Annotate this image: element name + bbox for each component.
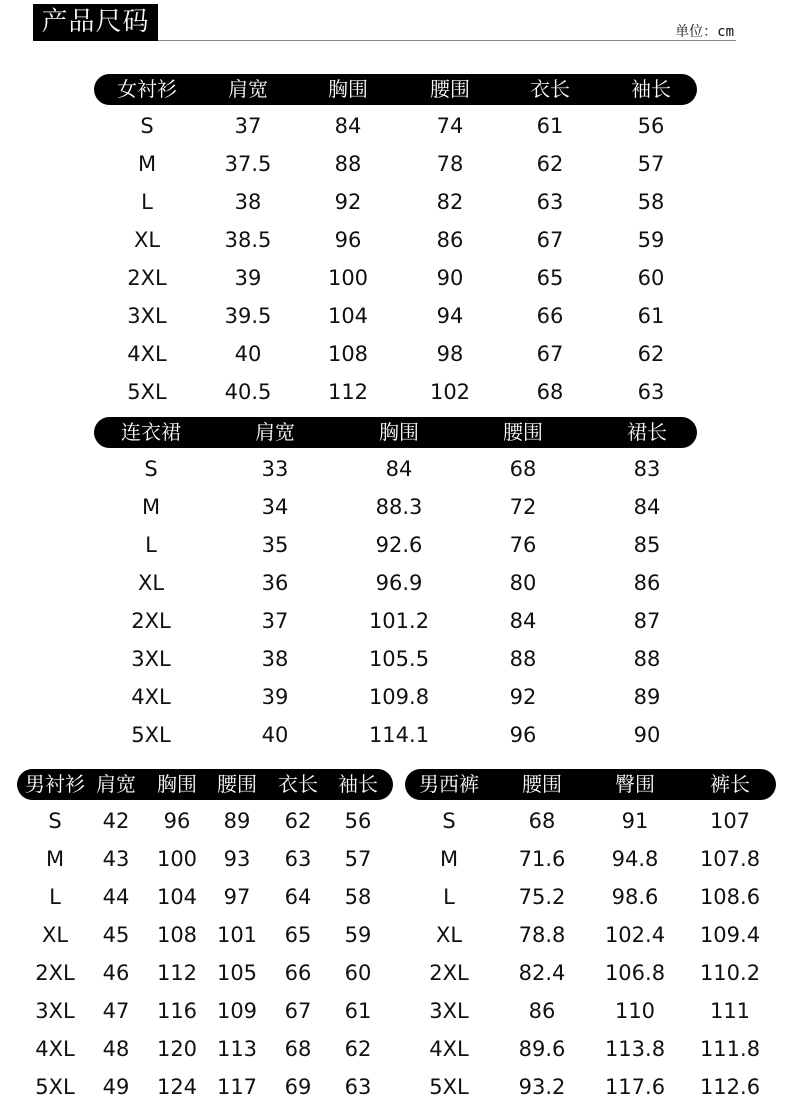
table-cell: 109.8: [368, 685, 430, 709]
table-cell: 124: [156, 1075, 198, 1099]
table-cell: 66: [536, 304, 564, 328]
table-cell: 84: [509, 609, 537, 633]
table-cell: 89: [223, 809, 251, 833]
page-title: 产品尺码: [33, 4, 158, 41]
table-cell: 36: [261, 571, 289, 595]
table-cell: 59: [344, 923, 372, 947]
size-label: S: [144, 457, 158, 481]
column-header: 臀围: [615, 772, 655, 796]
table-cell: 108: [156, 923, 198, 947]
size-label: 3XL: [429, 999, 469, 1023]
table-cell: 60: [344, 961, 372, 985]
column-header: 腰围: [430, 77, 470, 101]
size-label: L: [49, 885, 61, 909]
table-cell: 63: [536, 190, 564, 214]
table-cell: 78: [436, 152, 464, 176]
table-cell: 57: [637, 152, 665, 176]
table-cell: 88: [334, 152, 362, 176]
size-label: 2XL: [127, 266, 167, 290]
size-label: 2XL: [131, 609, 171, 633]
size-label: M: [45, 847, 65, 871]
table-cell: 68: [536, 380, 564, 404]
table-cell: 112.6: [699, 1075, 761, 1099]
table-cell: 57: [344, 847, 372, 871]
table-cell: 88: [509, 647, 537, 671]
table-cell: 74: [436, 114, 464, 138]
table-cell: 88: [633, 647, 661, 671]
table-cell: 63: [637, 380, 665, 404]
table-cell: 100: [327, 266, 369, 290]
column-header: 男衬衫: [25, 772, 85, 796]
column-header: 裤长: [710, 772, 750, 796]
column-header: 腰围: [503, 420, 543, 444]
size-label: 5XL: [35, 1075, 75, 1099]
table-cell: 39.5: [224, 304, 272, 328]
table-cell: 63: [344, 1075, 372, 1099]
table-cell: 111: [709, 999, 751, 1023]
table-cell: 59: [637, 228, 665, 252]
table-cell: 98: [436, 342, 464, 366]
column-header: 衣长: [278, 772, 318, 796]
column-header: 肩宽: [96, 772, 136, 796]
size-label: S: [442, 809, 456, 833]
unit-label: 单位：cm: [675, 24, 734, 40]
table-cell: 86: [528, 999, 556, 1023]
table-cell: 108.6: [699, 885, 761, 909]
size-label: L: [141, 190, 153, 214]
table-cell: 106.8: [604, 961, 666, 985]
table-cell: 89.6: [518, 1037, 566, 1061]
table-cell: 37.5: [224, 152, 272, 176]
table-cell: 38: [234, 190, 262, 214]
table-cell: 88.3: [375, 495, 423, 519]
table-header-bar: [17, 769, 393, 800]
size-label: 5XL: [131, 723, 171, 747]
table-cell: 44: [102, 885, 130, 909]
table-cell: 102: [429, 380, 471, 404]
size-label: XL: [133, 228, 161, 252]
table-cell: 101.2: [368, 609, 430, 633]
table-cell: 34: [261, 495, 289, 519]
table-cell: 40: [261, 723, 289, 747]
table-cell: 37: [234, 114, 262, 138]
table-header-bar: [94, 417, 697, 448]
table-cell: 45: [102, 923, 130, 947]
table-cell: 94.8: [611, 847, 659, 871]
table-cell: 92.6: [375, 533, 423, 557]
column-header: 裙长: [627, 420, 667, 444]
column-header: 男西裤: [419, 772, 479, 796]
table-cell: 117: [216, 1075, 258, 1099]
table-cell: 78.8: [518, 923, 566, 947]
table-cell: 93.2: [518, 1075, 566, 1099]
table-cell: 92: [334, 190, 362, 214]
size-label: L: [145, 533, 157, 557]
column-header: 衣长: [530, 77, 570, 101]
size-label: M: [439, 847, 459, 871]
table-cell: 63: [284, 847, 312, 871]
table-cell: 76: [509, 533, 537, 557]
table-cell: 104: [156, 885, 198, 909]
column-header: 女衬衫: [117, 77, 177, 101]
column-header: 胸围: [328, 77, 368, 101]
table-cell: 101: [216, 923, 258, 947]
table-cell: 82.4: [518, 961, 566, 985]
table-cell: 96: [163, 809, 191, 833]
column-header: 腰围: [522, 772, 562, 796]
table-cell: 86: [633, 571, 661, 595]
table-cell: 114.1: [368, 723, 430, 747]
table-cell: 116: [156, 999, 198, 1023]
table-cell: 107: [709, 809, 751, 833]
table-cell: 112: [327, 380, 369, 404]
table-cell: 67: [284, 999, 312, 1023]
table-cell: 94: [436, 304, 464, 328]
column-header: 腰围: [217, 772, 257, 796]
table-cell: 82: [436, 190, 464, 214]
title-underline: [158, 40, 736, 41]
column-header: 连衣裙: [121, 420, 181, 444]
table-cell: 113: [216, 1037, 258, 1061]
table-cell: 83: [633, 457, 661, 481]
size-label: 5XL: [127, 380, 167, 404]
table-cell: 60: [637, 266, 665, 290]
table-cell: 96.9: [375, 571, 423, 595]
table-cell: 61: [344, 999, 372, 1023]
table-cell: 109.4: [699, 923, 761, 947]
table-cell: 104: [327, 304, 369, 328]
size-label: 4XL: [429, 1037, 469, 1061]
size-label: 4XL: [127, 342, 167, 366]
table-cell: 71.6: [518, 847, 566, 871]
size-label: 2XL: [35, 961, 75, 985]
table-cell: 67: [536, 342, 564, 366]
table-cell: 39: [261, 685, 289, 709]
table-cell: 48: [102, 1037, 130, 1061]
table-cell: 92: [509, 685, 537, 709]
size-label: 3XL: [131, 647, 171, 671]
table-cell: 75.2: [518, 885, 566, 909]
table-cell: 98.6: [611, 885, 659, 909]
table-cell: 86: [436, 228, 464, 252]
table-cell: 84: [385, 457, 413, 481]
table-cell: 35: [261, 533, 289, 557]
table-cell: 112: [156, 961, 198, 985]
table-cell: 40.5: [224, 380, 272, 404]
table-cell: 67: [536, 228, 564, 252]
table-cell: 46: [102, 961, 130, 985]
column-header: 胸围: [379, 420, 419, 444]
size-label: 3XL: [127, 304, 167, 328]
table-cell: 91: [621, 809, 649, 833]
size-label: 4XL: [35, 1037, 75, 1061]
table-cell: 85: [633, 533, 661, 557]
size-label: 3XL: [35, 999, 75, 1023]
table-cell: 38.5: [224, 228, 272, 252]
table-cell: 39: [234, 266, 262, 290]
table-cell: 80: [509, 571, 537, 595]
size-label: S: [140, 114, 154, 138]
table-cell: 42: [102, 809, 130, 833]
table-cell: 84: [633, 495, 661, 519]
column-header: 袖长: [338, 772, 378, 796]
table-cell: 43: [102, 847, 130, 871]
table-cell: 100: [156, 847, 198, 871]
column-header: 胸围: [157, 772, 197, 796]
table-cell: 72: [509, 495, 537, 519]
table-cell: 65: [536, 266, 564, 290]
table-cell: 64: [284, 885, 312, 909]
size-label: M: [137, 152, 157, 176]
table-cell: 56: [344, 809, 372, 833]
table-cell: 56: [637, 114, 665, 138]
table-cell: 68: [528, 809, 556, 833]
table-cell: 90: [436, 266, 464, 290]
table-cell: 69: [284, 1075, 312, 1099]
table-cell: 68: [284, 1037, 312, 1061]
table-cell: 102.4: [604, 923, 666, 947]
table-cell: 93: [223, 847, 251, 871]
table-cell: 62: [536, 152, 564, 176]
table-cell: 109: [216, 999, 258, 1023]
table-cell: 62: [637, 342, 665, 366]
size-label: M: [141, 495, 161, 519]
table-cell: 110: [614, 999, 656, 1023]
table-cell: 65: [284, 923, 312, 947]
table-cell: 97: [223, 885, 251, 909]
table-cell: 33: [261, 457, 289, 481]
size-label: XL: [41, 923, 69, 947]
table-cell: 68: [509, 457, 537, 481]
table-cell: 105: [216, 961, 258, 985]
table-header-bar: [94, 74, 697, 105]
size-label: 2XL: [429, 961, 469, 985]
table-cell: 37: [261, 609, 289, 633]
size-label: 5XL: [429, 1075, 469, 1099]
table-cell: 58: [344, 885, 372, 909]
table-cell: 40: [234, 342, 262, 366]
table-cell: 96: [334, 228, 362, 252]
table-cell: 62: [344, 1037, 372, 1061]
size-label: 4XL: [131, 685, 171, 709]
table-header-bar: [405, 769, 776, 800]
table-cell: 38: [261, 647, 289, 671]
table-cell: 84: [334, 114, 362, 138]
column-header: 袖长: [631, 77, 671, 101]
size-label: L: [443, 885, 455, 909]
table-cell: 87: [633, 609, 661, 633]
table-cell: 111.8: [699, 1037, 761, 1061]
table-cell: 108: [327, 342, 369, 366]
table-cell: 113.8: [604, 1037, 666, 1061]
table-cell: 90: [633, 723, 661, 747]
column-header: 肩宽: [255, 420, 295, 444]
size-label: XL: [137, 571, 165, 595]
table-cell: 61: [536, 114, 564, 138]
table-cell: 89: [633, 685, 661, 709]
table-cell: 61: [637, 304, 665, 328]
table-cell: 105.5: [368, 647, 430, 671]
size-label: XL: [435, 923, 463, 947]
size-label: S: [48, 809, 62, 833]
table-cell: 107.8: [699, 847, 761, 871]
table-cell: 96: [509, 723, 537, 747]
table-cell: 117.6: [604, 1075, 666, 1099]
table-cell: 120: [156, 1037, 198, 1061]
table-cell: 58: [637, 190, 665, 214]
table-cell: 66: [284, 961, 312, 985]
column-header: 肩宽: [228, 77, 268, 101]
table-cell: 62: [284, 809, 312, 833]
table-cell: 110.2: [699, 961, 761, 985]
table-cell: 47: [102, 999, 130, 1023]
table-cell: 49: [102, 1075, 130, 1099]
